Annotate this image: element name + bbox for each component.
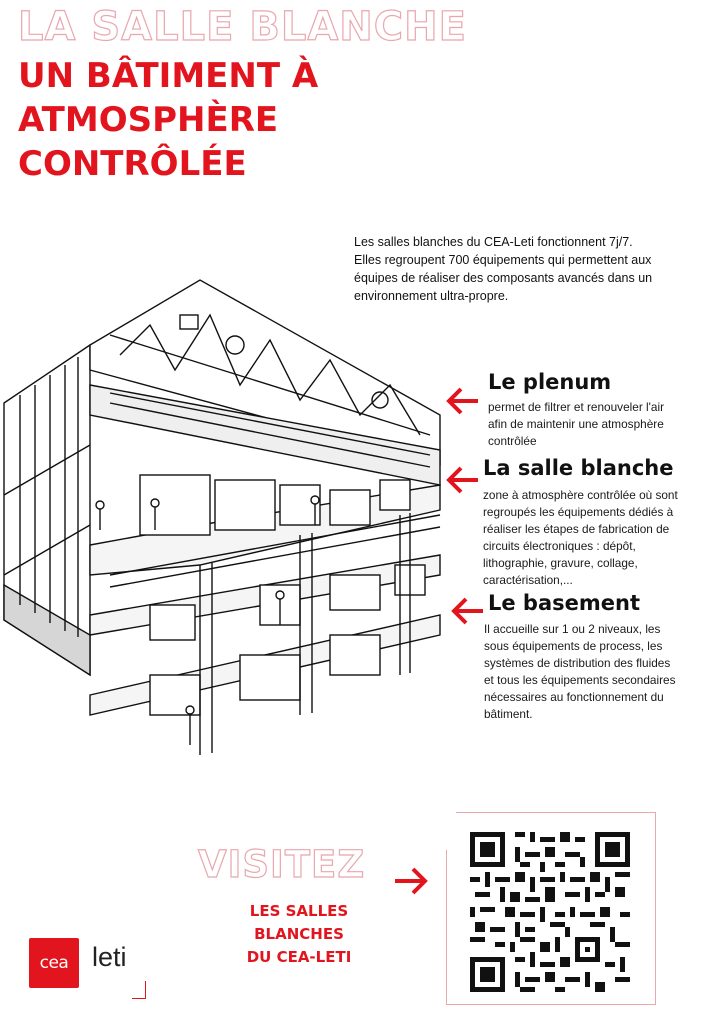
qr-frame-line [456, 812, 656, 813]
section-line: contrôlée [488, 434, 537, 448]
section-text-salle-blanche [483, 487, 713, 589]
arrow-left-icon [445, 465, 479, 500]
section-title-basement: Le basement [488, 591, 640, 615]
section-line: circuits électroniques : dépôt, [483, 539, 636, 553]
building-cutaway-illustration [0, 275, 450, 775]
arrow-left-icon [445, 386, 479, 421]
section-line: réaliser les étapes de fabrication de [483, 522, 670, 536]
corner-mark [145, 981, 146, 999]
visit-line: BLANCHES [254, 925, 344, 943]
title-line-1: UN BÂTIMENT À [18, 56, 319, 96]
section-line: regroupés les équipements dédiés à [483, 505, 674, 519]
section-line: zone à atmosphère contrôlée où sont [483, 488, 678, 502]
section-text-basement [484, 621, 714, 723]
qr-frame-line [655, 812, 656, 1005]
section-line: lithographie, gravure, collage, [483, 556, 638, 570]
intro-line: Les salles blanches du CEA-Leti fonctionnent 7j/7. [354, 235, 633, 249]
cea-logo [29, 938, 79, 988]
arrow-right-icon [393, 866, 429, 901]
header-kicker: LA SALLE BLANCHE [18, 4, 467, 50]
cea-logo-text: cea [39, 953, 69, 973]
qr-frame-line [446, 1004, 656, 1005]
title-line-2: ATMOSPHÈRE [18, 100, 279, 140]
section-line: permet de filtrer et renouveler l'air [488, 400, 665, 414]
qr-code[interactable] [470, 832, 630, 992]
section-line: afin de maintenir une atmosphère [488, 417, 664, 431]
section-line: Il accueille sur 1 ou 2 niveaux, les [484, 622, 661, 636]
intro-line: équipes de réaliser des composants avancés dans un [354, 271, 653, 285]
visit-heading: VISITEZ [198, 843, 366, 886]
leti-wordmark: leti [92, 942, 127, 972]
visit-subtitle [214, 900, 384, 969]
section-line: sous équipements de process, les [484, 639, 663, 653]
section-title-salle-blanche: La salle blanche [483, 456, 674, 480]
section-title-plenum: Le plenum [488, 370, 612, 394]
corner-mark [132, 998, 146, 999]
page-title [18, 54, 318, 186]
section-line: bâtiment. [484, 707, 533, 721]
intro-line: environnement ultra-propre. [354, 289, 509, 303]
section-text-plenum [488, 399, 713, 450]
section-line: systèmes de distribution des fluides [484, 656, 671, 670]
visit-line: DU CEA-LETI [246, 948, 352, 966]
section-line: et tous les équipements secondaires [484, 673, 676, 687]
title-line-3: CONTRÔLÉE [18, 144, 247, 184]
section-line: nécessaires au fonctionnement du [484, 690, 664, 704]
intro-line: Elles regroupent 700 équipements qui permettent aux [354, 253, 652, 267]
visit-line: LES SALLES [249, 902, 349, 920]
section-line: caractérisation,... [483, 573, 573, 587]
qr-frame-line [446, 850, 447, 1005]
arrow-left-icon [450, 596, 484, 631]
